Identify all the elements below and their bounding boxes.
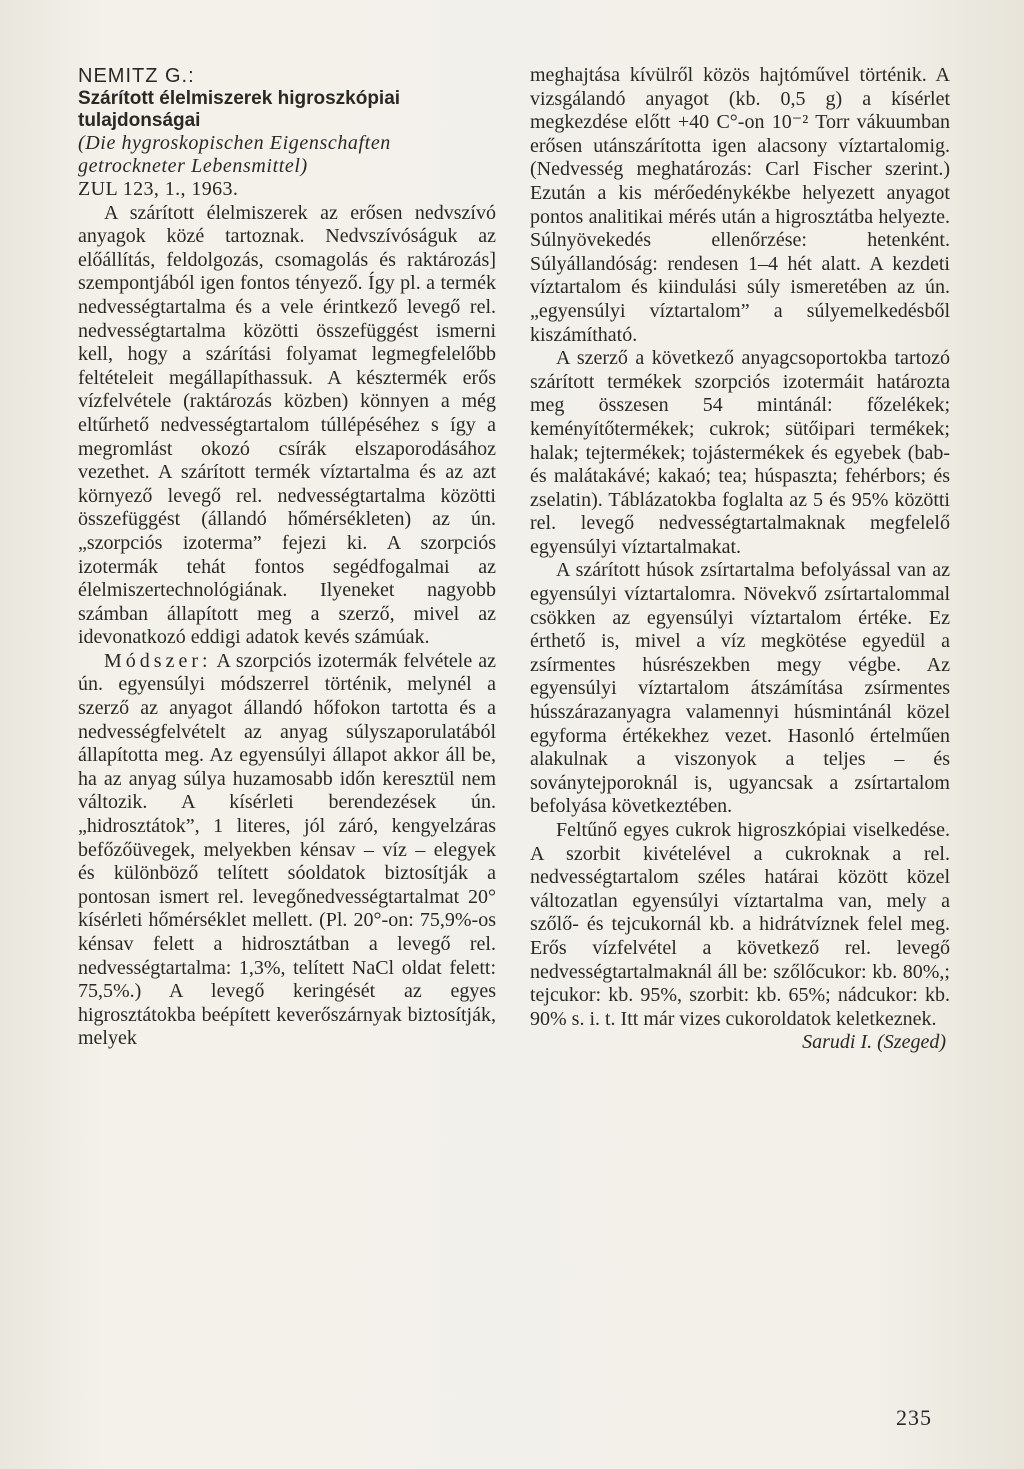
page-number: 235 [896,1405,932,1430]
results-paragraph: A szerző a következő anyagcsoportokba tartozó szárított termékek szorpciós izotermáit határozta meg összesen 54 mintánál: főzelékek; keményítőtermékek; cukrok; sütőipari termékek; halak; tejtermékek; tojástermékek és egyebek (bab- és malátakávé; kakaó; tea; húspaszta; fehérbors; és zselatin). Táblázatokba foglalta az 5 és 95% közötti rel. levegő nedvességtartalmaknak megfelelő egyensúlyi víztartalmakat. [530,347,950,558]
original-title: (Die hygroskopischen Eigenschaften getrockneter Lebensmittel) [78,132,391,177]
method-paragraph [78,650,496,1051]
method-text: A szorpciós izotermák felvétele az ún. egyensúlyi módszerrel történik, melynél a szerző az anyagot állandó hőfokon tartotta és a nedvességfelvételt az anyag súlyszaporulatából állapította meg. Az egyensúlyi állapot akkor áll be, ha az anyag súlya huzamosabb időn keresztül nem változik. A kísérleti berendezések ún. „hidrosztátok”, 1 literes, jól záró, kengyelzáras befőzőüvegek, melyekben kénsav – víz – elegyek és különböző telített sóoldatok biztosítják a pontosan ismert rel. levegőnedvességtartalmat 20° kísérleti hőmérséklet mellett. (Pl. 20°-on: 75,9%-os kénsav felett a hidrosztátban a levegő rel. nedvességtartalma: 1,3%, telített NaCl oldat felett: 75,5%.) A levegő keringését az egyes higrosztátokba beépített keverőszárnyak biztosítják, melyek [78,649,496,1050]
article-title: Szárított élelmiszerek higroszkópiai tulajdonságai [78,88,401,131]
sugars-paragraph: Feltűnő egyes cukrok higroszkópiai viselkedése. A szorbit kivételével a cukroknak a rel. nedvességtartalom széles határai között közel változatlan egyensúlyi víztartalma van, mely a szőlő- és tejcukornál kb. a hidrátvíznek felel meg. Erős vízfelvétel a következő rel. levegő nedvességtartalmaknál áll be: szőlőcukor: kb. 80%,; tejcukor: kb. 95%, szorbit: kb. 65%; nádcukor: kb. 90% s. i. t. Itt már vizes cukoroldatok keletkeznek. [530,819,950,1030]
left-column [78,64,496,1051]
continued-paragraph: meghajtása kívülről közös hajtóművel történik. A vizsgálandó anyagot (kb. 0,5 g) a kísérlet megkezdése előtt +40 C°-on 10⁻² Torr vákuumban erősen utánszárította igen alacsony víztartalomig. (Nedvesség meghatározás: Carl Fischer szerint.) Ezután a kis mérőedénykékbe helyezett anyagot pontos analitikai mérés után a higrosztátba helyezte. Súlnyövekedés ellenőrzése: hetenként. Súlyállandóság: rendesen 1–4 hét alatt. A kezdeti víztartalom és kiindulási súly ismeretében az ún. „egyensúlyi víztartalom” a súlyemelkedésből kiszámítható. [530,64,950,346]
method-label: Módszer: [104,649,212,672]
article-author: NEMITZ G.: [78,65,195,87]
source-reference: ZUL 123, 1., 1963. [78,178,239,200]
right-column [530,64,950,1055]
meat-fat-paragraph: A szárított húsok zsírtartalma befolyással van az egyensúlyi víztartalomra. Növekvő zsírtartalommal csökken az egyensúlyi víztartalom értéke. Ez érthető is, mivel a víz megkötése egyedül a zsírmentes húsrészekben megy végbe. Az egyensúlyi víztartalom átszámítása zsírmentes hússzárazanyagra valamennyi húsmintánál közel egyforma értékekhez vezet. Hasonló értelműen alakulnak a viszonyok a teljes – és soványtejporoknál is, ugyancsak a zsírtartalom befolyása következtében. [530,559,950,818]
reviewer-signature: Sarudi I. (Szeged) [802,1031,946,1054]
intro-paragraph: A szárított élelmiszerek az erősen nedvszívó anyagok közé tartoznak. Nedvszívóságuk az előállítás, feldolgozás, csomagolás és raktározás] szempontjából igen fontos tényező. Így pl. a termék nedvességtartalma és a vele érintkező levegő rel. nedvességtartalma közötti összefüggést ismerni kell, hogy a szárítási folyamat legmegfelelőbb feltételeit megállapíthassuk. A késztermék erős vízfelvétele (raktározás közben) könnyen a még eltűrhető nedvességtartalom túllépéséhez s így a megromlást okozó csírák elszaporodásához vezethet. A szárított termék víztartalma és az azt környező levegő rel. nedvességtartalma közötti összefüggést (állandó hőmérsékleten) az ún. „szorpciós izoterma” fejezi ki. A szorpciós izotermák tehát fontos segédfogalmai az élelmiszertechnológiának. Ilyeneket nagyobb számban állapított meg a szerző, mivel az idevonatkozó eddigi adatok kevés számúak. [78,201,496,649]
